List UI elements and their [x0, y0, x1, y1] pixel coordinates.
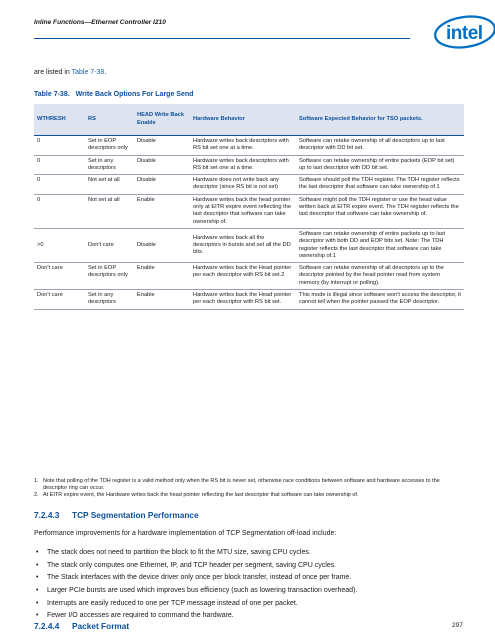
table-note: [34, 492, 464, 499]
note-text: Note that polling of the TDH register is a valid method only when the RS bit is never set, otherwise race conditions between software and hardware accesses to the descriptor ring can occur.: [43, 478, 440, 492]
header-cell-hardware-behavior: Hardware Behavior: [190, 104, 296, 136]
cell-head-write-back: Enable: [134, 290, 190, 310]
bullet-icon: •: [36, 574, 39, 582]
cell-wthresh: >0: [34, 228, 85, 262]
table-row: [34, 136, 464, 156]
list-item: [34, 573, 474, 584]
cell-rs: Not set at all: [85, 194, 134, 228]
intel-logo: [432, 12, 495, 50]
table-note: [34, 478, 464, 492]
intro-suffix: .: [104, 69, 107, 76]
table-row: [34, 290, 464, 310]
section-paragraph: Performance improvements for a hardware implementation of TCP Segmentation off-load include:: [34, 530, 337, 537]
cell-head-write-back: Disable: [134, 136, 190, 156]
cell-head-write-back: Disable: [134, 228, 190, 262]
cell-wthresh: 0: [34, 155, 85, 175]
header-cell-head-write-back: HEAD Write Back Enable: [134, 104, 190, 136]
cell-wthresh: 0: [34, 175, 85, 195]
bullet-icon: •: [36, 612, 39, 620]
cell-software-behavior: Software might poll the TDH register or use the head value written back at EITR expire event. The TDH register reflects the last descriptor that software can take ownership of.: [296, 194, 464, 228]
bullet-icon: •: [36, 561, 39, 569]
cell-wthresh: 0: [34, 194, 85, 228]
cell-software-behavior: This mode is illegal since software won't access the descriptor, it cannot tell when the pointer passed the EOP descriptor.: [296, 290, 464, 310]
header-cell-software-behavior: Software Expected Behavior for TSO packets.: [296, 104, 464, 136]
table-row: [34, 175, 464, 195]
table-notes: [34, 478, 464, 499]
list-item: [34, 561, 474, 572]
cell-wthresh: Don't care: [34, 290, 85, 310]
intro-sentence: [34, 69, 106, 76]
table-number: Table 7-38.: [34, 91, 70, 98]
table-row: [34, 263, 464, 290]
cell-rs: Set in EOP descriptors only: [85, 136, 134, 156]
cell-wthresh: 0: [34, 136, 85, 156]
intro-prefix: are listed in: [34, 69, 72, 76]
bullet-icon: •: [36, 549, 39, 556]
section-heading-packet-format: [34, 621, 129, 631]
logo-wordmark: intel: [446, 23, 483, 44]
cell-head-write-back: Disable: [134, 155, 190, 175]
list-item-text: Larger PCIe bursts are used which improves bus efficiency (such as lowering transaction overhead).: [47, 586, 358, 594]
running-header-title: Inline Functions—Ethernet Controller I210: [34, 19, 166, 26]
section-title: TCP Segmentation Performance: [72, 510, 199, 520]
list-item: [34, 586, 474, 597]
write-back-options-table: [34, 104, 464, 310]
header-rule: [34, 38, 410, 39]
cell-hardware-behavior: Hardware writes back the head pointer only at EITR expire event reflecting the last descriptor that software can take ownership of.: [190, 194, 296, 228]
table-ref-link[interactable]: Table 7-38: [71, 69, 105, 76]
cell-software-behavior: Software should poll the TDH register. The TDH register reflects the last descriptor that software can take ownership of.1: [296, 175, 464, 195]
list-item-text: The Stack interfaces with the device driver only once per block transfer, instead of once per frame.: [47, 574, 352, 582]
cell-rs: Set in EOP descriptors only: [85, 263, 134, 290]
table-row: [34, 228, 464, 262]
section-title: Packet Format: [72, 621, 130, 631]
section-heading-tcp-segmentation-performance: [34, 510, 199, 520]
cell-hardware-behavior: Hardware writes back all the descriptors in bursts and set all the DD bits.: [190, 228, 296, 262]
cell-software-behavior: Software can retake ownership of all descriptors up to the descriptor pointed by the head pointer read from system memory (by interrupt or polling).: [296, 263, 464, 290]
cell-hardware-behavior: Hardware writes back descriptors with RS bit set one at a time.: [190, 155, 296, 175]
cell-head-write-back: Disable: [134, 175, 190, 195]
cell-hardware-behavior: Hardware does not write back any descriptor (since RS bit is not set): [190, 175, 296, 195]
cell-rs: Not set at all: [85, 175, 134, 195]
page-header: [34, 15, 483, 63]
list-item: [34, 548, 474, 559]
cell-software-behavior: Software can retake ownership of entire packets (EOP bit set) up to last descriptor with DD bit set.: [296, 155, 464, 175]
table-caption: [34, 91, 193, 98]
cell-hardware-behavior: Hardware writes back the Head pointer per each descriptor with RS bit set.2: [190, 263, 296, 290]
cell-rs: Set in any descriptors: [85, 155, 134, 175]
cell-software-behavior: Software can retake ownership of entire packets up to last descriptor with both DD and EOP bits set. Note: The TDH register reflects the last descriptor that software can take ownership of.1: [296, 228, 464, 262]
list-item-text: Fewer I/O accesses are required to command the hardware.: [47, 612, 234, 620]
cell-rs: Set in any descriptors: [85, 290, 134, 310]
cell-head-write-back: Enable: [134, 263, 190, 290]
header-cell-rs: RS: [85, 104, 134, 136]
cell-hardware-behavior: Hardware writes back the Head pointer per each descriptor with RS bit set.: [190, 290, 296, 310]
section-number: 7.2.4.3: [34, 510, 60, 520]
table-row: [34, 194, 464, 228]
cell-rs: Don't care: [85, 228, 134, 262]
cell-wthresh: Don't care: [34, 263, 85, 290]
cell-head-write-back: Enable: [134, 194, 190, 228]
table-header-row: [34, 104, 464, 136]
table-title: Write Back Options For Large Send: [75, 91, 194, 98]
header-cell-wthresh: WTHRESH: [34, 104, 85, 136]
note-text: At EITR expire event, the Hardware writes back the head pointer reflecting the last descriptor that software can take ownership of.: [43, 492, 359, 499]
note-number: 2.: [34, 492, 39, 499]
cell-software-behavior: Software can retake ownership of all descriptors up to last descriptor with DD bit set.: [296, 136, 464, 156]
bullet-icon: •: [36, 599, 39, 607]
note-number: 1.: [34, 478, 39, 484]
list-item-text: The stack only computes one Ethernet, IP, and TCP header per segment, saving CPU cycles.: [47, 561, 337, 569]
list-item: [34, 599, 474, 610]
table-row: [34, 155, 464, 175]
list-item-text: Interrupts are easily reduced to one per TCP message instead of one per packet.: [47, 599, 298, 607]
performance-bullet-list: [34, 548, 474, 624]
cell-hardware-behavior: Hardware writes back descriptors with RS bit set one at a time.: [190, 136, 296, 156]
section-number: 7.2.4.4: [34, 621, 60, 631]
list-item-text: The stack does not need to partition the block to fit the MTU size, saving CPU cycles.: [47, 549, 311, 556]
page-number: 297: [452, 622, 463, 629]
bullet-icon: •: [36, 586, 39, 594]
